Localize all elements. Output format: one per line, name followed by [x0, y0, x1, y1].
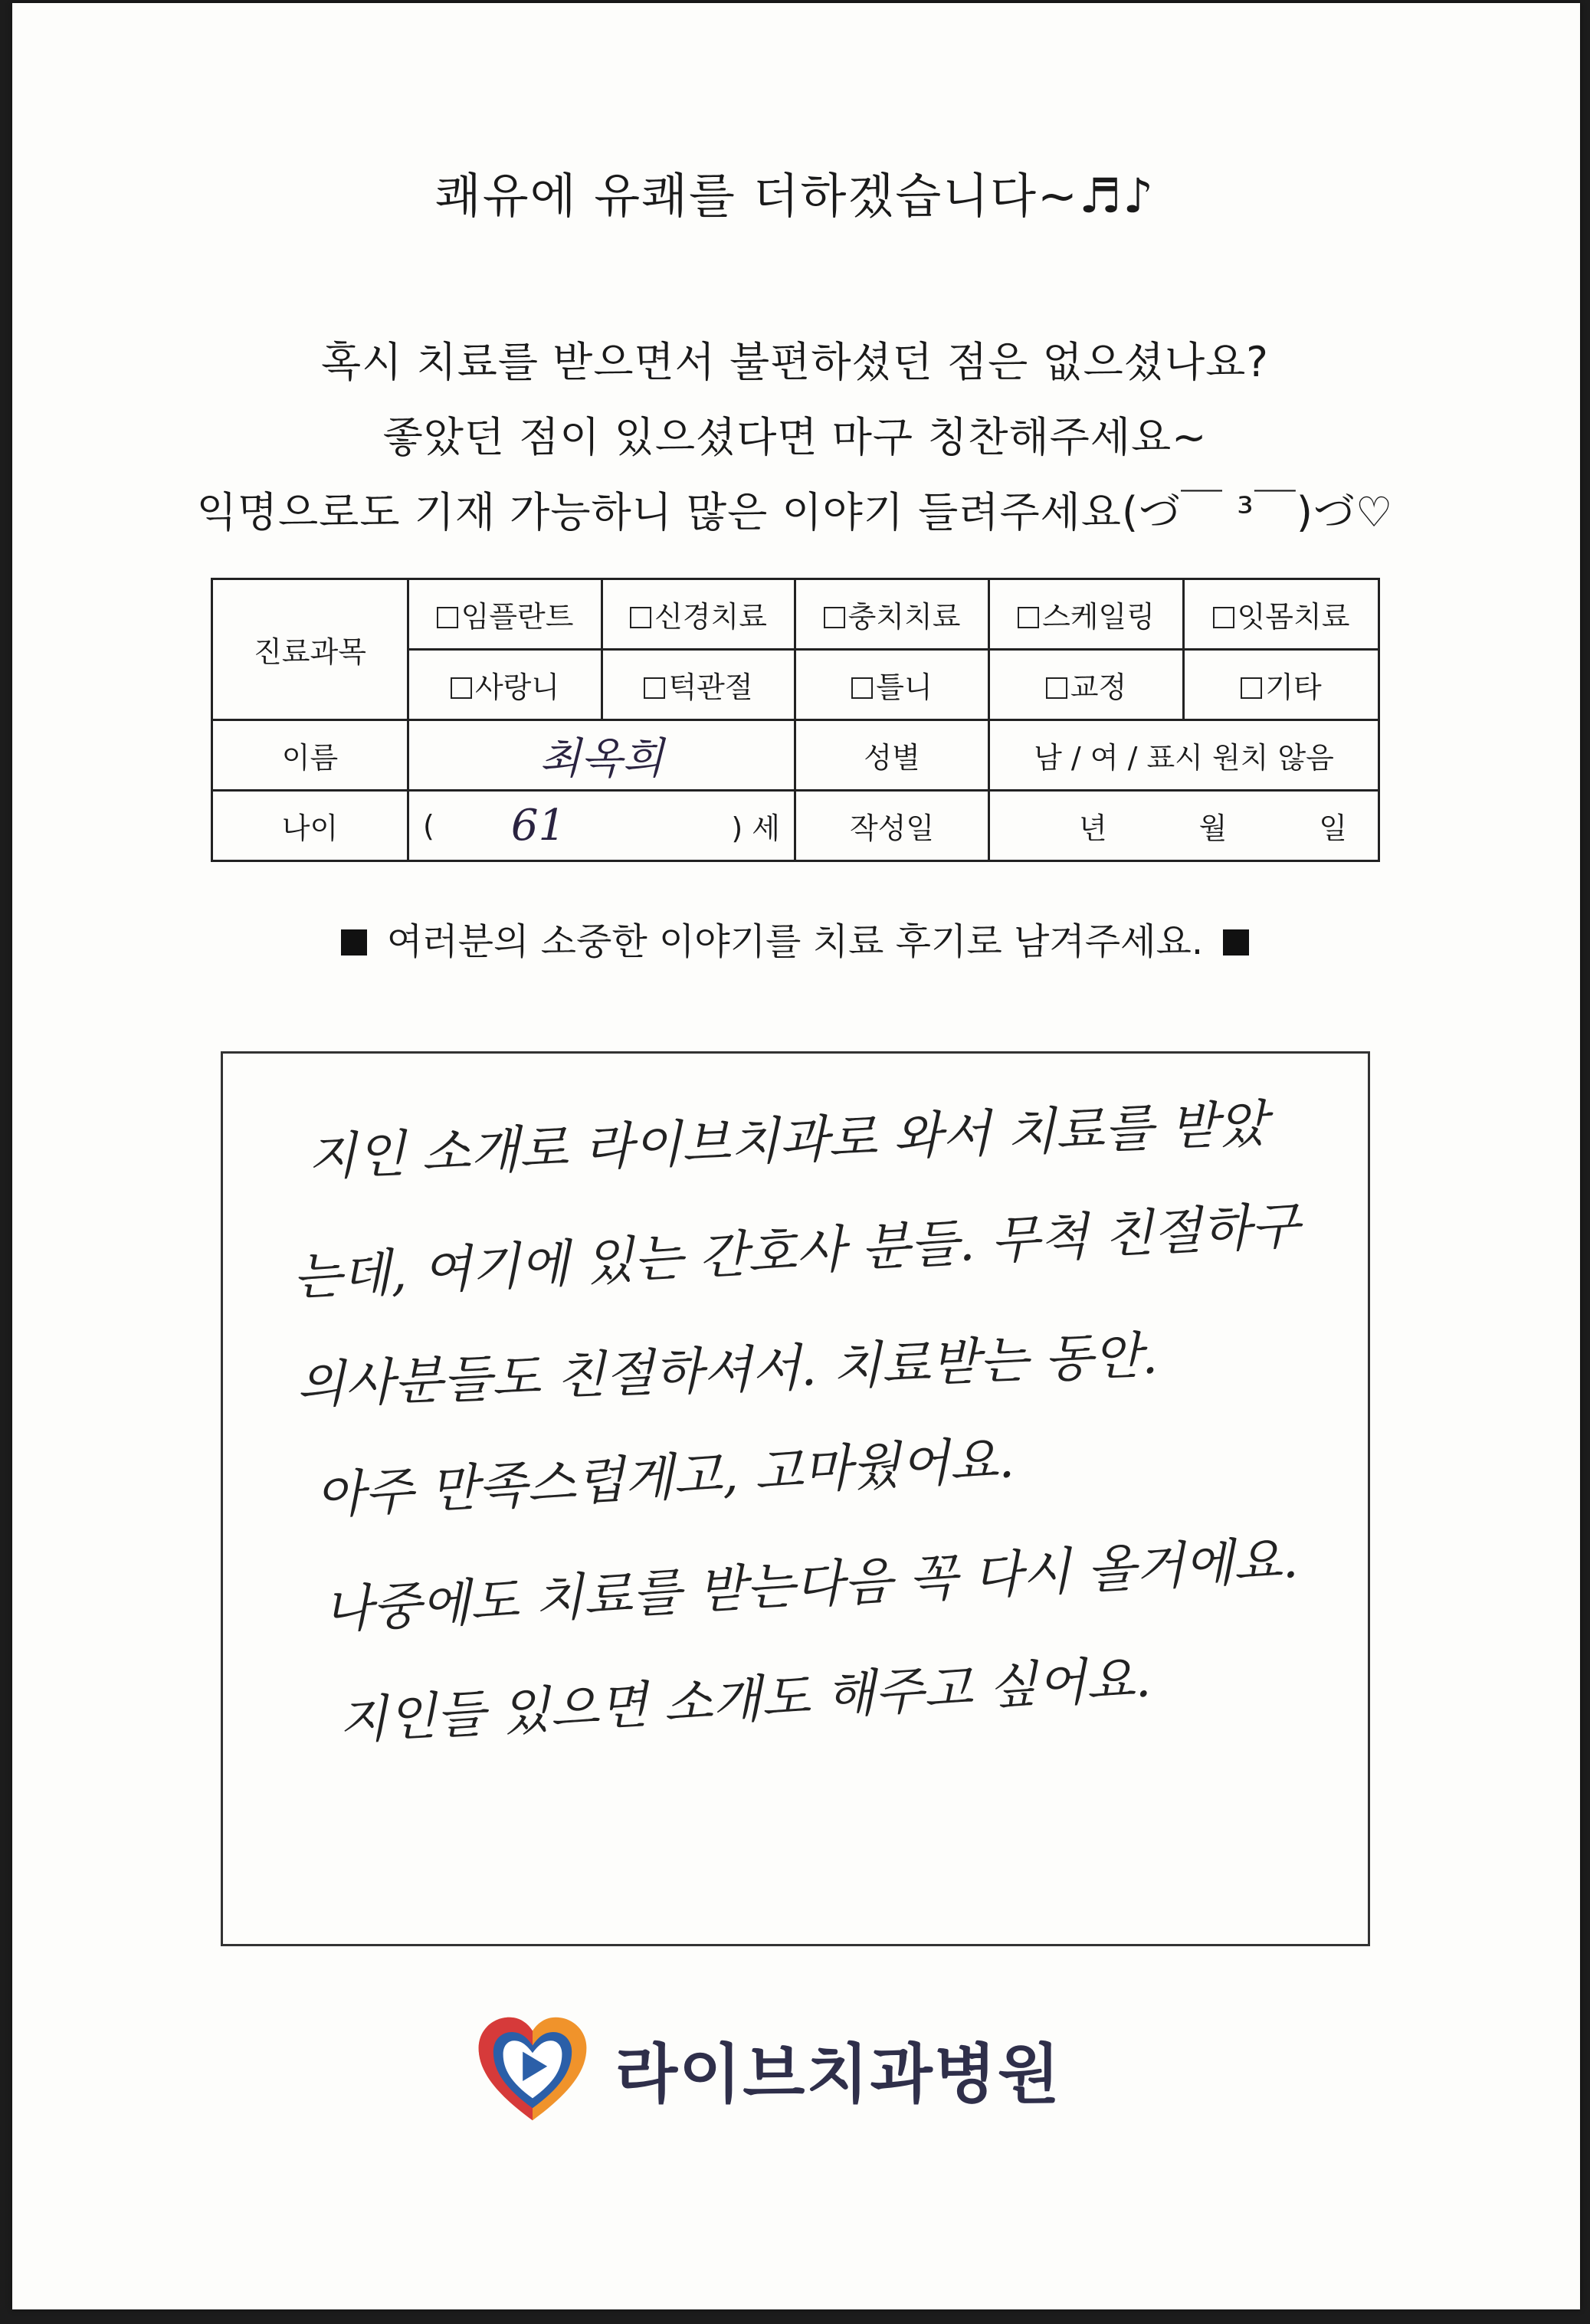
- dept-option[interactable]: 교정: [989, 650, 1184, 720]
- intro-line-3: 익명으로도 기재 가능하니 많은 이야기 들려주세요(づ￣ ³￣)づ♡: [196, 488, 1394, 536]
- date-label: 작성일: [795, 791, 989, 861]
- dept-option[interactable]: 사랑니: [408, 650, 602, 720]
- checkbox[interactable]: [1018, 607, 1039, 628]
- date-year: 년: [1078, 811, 1107, 845]
- dept-option[interactable]: 잇몸치료: [1184, 579, 1379, 650]
- dept-option[interactable]: 틀니: [795, 650, 989, 720]
- name-field[interactable]: [408, 720, 795, 791]
- review-line: 아주 만족스럽게고, 고마웠어요.: [313, 1430, 1016, 1526]
- name-label: 이름: [212, 720, 408, 791]
- review-line: 지인들 있으면 소개도 해주고 싶어요.: [337, 1649, 1152, 1751]
- checkbox[interactable]: [644, 677, 665, 699]
- review-textarea[interactable]: [221, 1051, 1370, 1946]
- dept-option[interactable]: 충치치료: [795, 579, 989, 650]
- clinic-logo: [471, 2008, 1061, 2130]
- checkbox[interactable]: [824, 607, 845, 628]
- dept-label: 진료과목: [212, 579, 408, 720]
- square-bullet-icon: [341, 929, 367, 955]
- gender-options[interactable]: 남 / 여 / 표시 원치 않음: [989, 720, 1379, 791]
- square-bullet-icon: [1223, 929, 1249, 955]
- intro-line-1: 혹시 치료를 받으면서 불편하셨던 점은 없으셨나요?: [321, 338, 1269, 386]
- review-line: 나중에도 치료를 받는다음 꼭 다시 올거에요.: [322, 1529, 1300, 1641]
- age-value: 61: [510, 801, 566, 851]
- dept-option[interactable]: 임플란트: [408, 579, 602, 650]
- age-label: 나이: [212, 791, 408, 861]
- clinic-name: 라이브치과병원: [615, 2036, 1062, 2112]
- dept-option[interactable]: 신경치료: [602, 579, 795, 650]
- checkbox[interactable]: [451, 677, 472, 699]
- checkbox[interactable]: [630, 607, 651, 628]
- checkbox[interactable]: [851, 677, 873, 699]
- date-field[interactable]: [989, 791, 1379, 861]
- intro-line-2: 좋았던 점이 있으셨다면 마구 칭찬해주세요~: [382, 413, 1208, 461]
- dept-option[interactable]: 턱관절: [602, 650, 795, 720]
- gender-label: 성별: [795, 720, 989, 791]
- dept-option[interactable]: 스케일링: [989, 579, 1184, 650]
- date-month: 월: [1198, 811, 1228, 845]
- review-line: 지인 소개로 라이브치과로 와서 치료를 받았: [307, 1094, 1268, 1187]
- section-heading: 여러분의 소중한 이야기를 치료 후기로 남겨주세요.: [0, 912, 1590, 965]
- age-field[interactable]: [408, 791, 795, 861]
- date-day: 일: [1319, 811, 1347, 845]
- checkbox[interactable]: [437, 607, 458, 628]
- dept-option[interactable]: 기타: [1184, 650, 1379, 720]
- patient-info-table: [211, 578, 1380, 862]
- name-value: 최옥희: [539, 733, 664, 784]
- review-line: 는데, 여기에 있는 간호사 분들. 무척 친절하구: [291, 1195, 1301, 1308]
- review-line: 의사분들도 친절하셔서. 치료받는 동안.: [295, 1326, 1159, 1415]
- age-open-paren: (: [423, 808, 434, 843]
- checkbox[interactable]: [1046, 677, 1067, 699]
- page-title: 쾌유에 유쾌를 더하겠습니다~♬♪: [434, 168, 1156, 224]
- age-unit: ) 세: [731, 811, 780, 845]
- checkbox[interactable]: [1213, 607, 1234, 628]
- checkbox[interactable]: [1241, 677, 1262, 699]
- heart-play-icon: [471, 2008, 594, 2130]
